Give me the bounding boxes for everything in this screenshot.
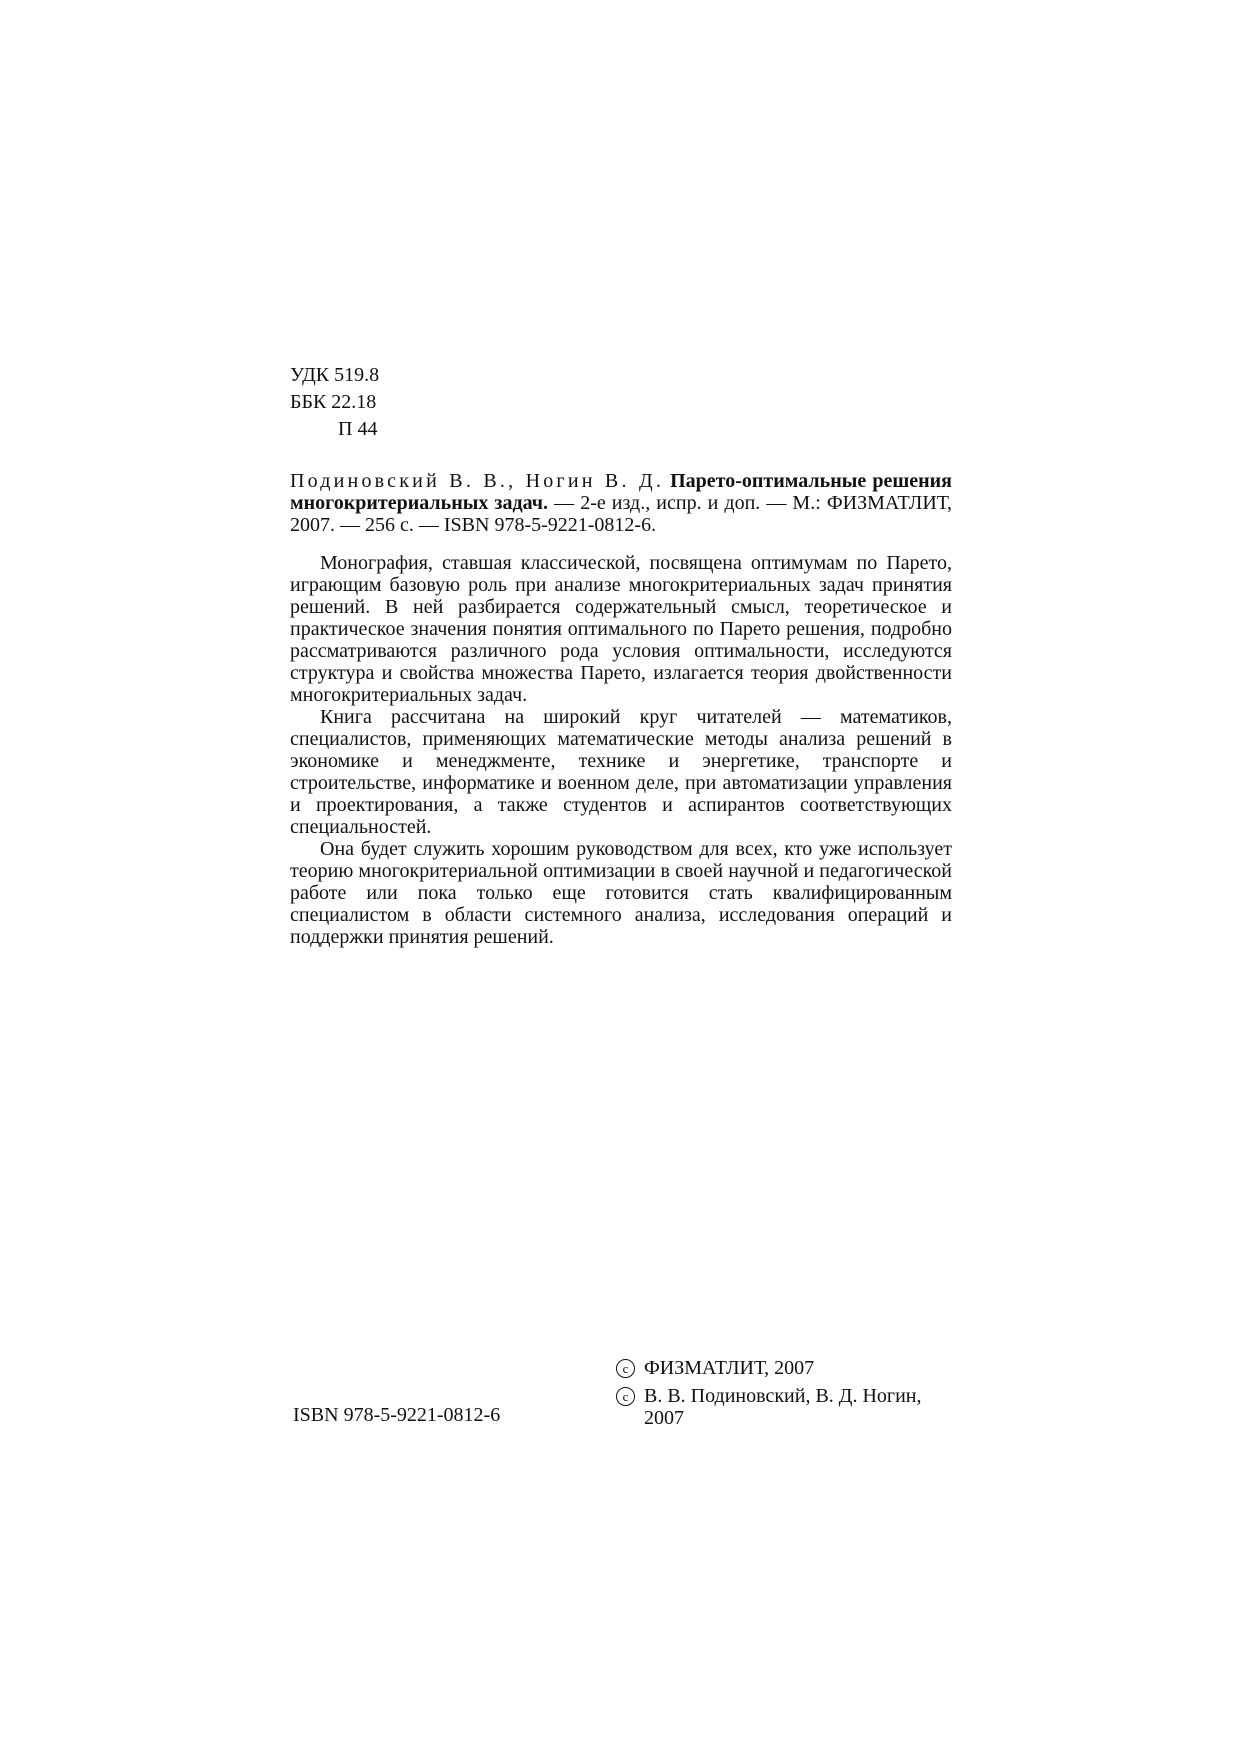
- main-text: [290, 470, 952, 948]
- isbn: ISBN 978-5-9221-0812-6: [293, 1404, 501, 1426]
- copyright-text: В. В. Подиновский, В. Д. Ногин, 2007: [644, 1385, 922, 1429]
- abstract: [290, 552, 952, 948]
- copyright-block: [616, 1357, 936, 1429]
- reference-title: Парето-оптимальные решения многокритериальных задач.: [290, 470, 952, 514]
- bbk-code: ББК 22.18: [290, 391, 377, 413]
- classification-codes: [290, 362, 379, 443]
- reference-details: — 2-е изд., испр. и доп. — М.: ФИЗМАТЛИТ, 2007. — 256 с. — ISBN 978-5-9221-0812-6.: [290, 492, 953, 536]
- abstract-paragraph: Монография, ставшая классической, посвящена оптимумам по Парето, играющим базовую роль при анализе многокритериальных задач принятия решений. В ней разбирается содержательный смысл, теоретическое и практическое значения понятия оптимального по Парето решения, подробно рассматриваются различного рода условия оптимальности, исследуются структура и свойства множества Парето, излагается теория двойственности многокритериальных задач.: [290, 552, 952, 706]
- copyright-line: [616, 1357, 936, 1379]
- copyright-text: ФИЗМАТЛИТ, 2007: [644, 1357, 815, 1379]
- udk-code: УДК 519.8: [290, 364, 380, 386]
- bibliographic-reference: [290, 470, 952, 536]
- copyright-icon: [616, 1359, 635, 1378]
- reference-authors: Подиновский В. В., Ногин В. Д.: [290, 470, 665, 492]
- abstract-paragraph: Книга рассчитана на широкий круг читателей — математиков, специалистов, применяющих математические методы анализа решений в экономике и менеджменте, технике и энергетике, транспорте и строительстве, информатике и военном деле, при автоматизации управления и проектирования, а также студентов и аспирантов соответствующих специальностей.: [290, 706, 952, 838]
- author-sign: П 44: [338, 418, 378, 440]
- copyright-icon: [616, 1387, 635, 1406]
- copyright-line: [616, 1385, 936, 1429]
- abstract-paragraph: Она будет служить хорошим руководством для всех, кто уже использует теорию многокритериальной оптимизации в своей научной и педагогической работе или пока только еще готовится стать квалифицированным специалистом в области системного анализа, исследования операций и поддержки принятия решений.: [290, 838, 952, 948]
